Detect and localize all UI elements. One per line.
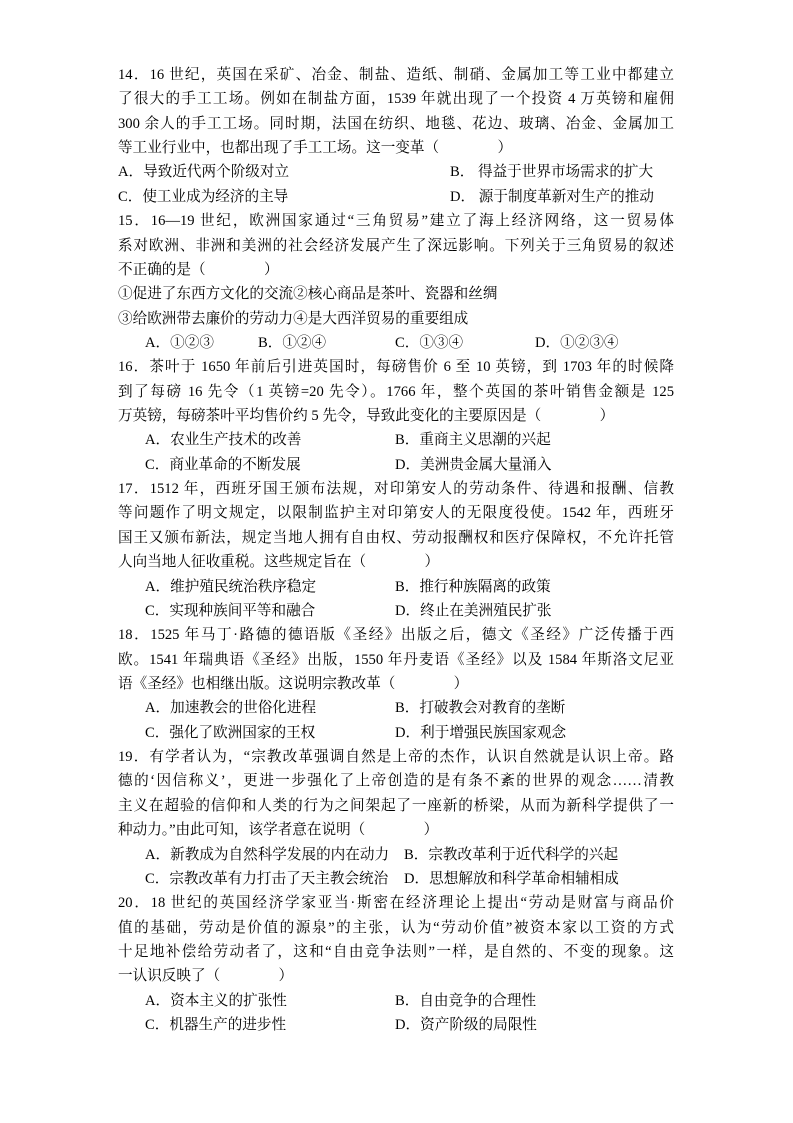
- question-19: [118, 745, 674, 891]
- option-row: [118, 1013, 674, 1037]
- option-row: [118, 428, 674, 452]
- question-stem-line: 语《圣经》也相继出版。这说明宗教改革（ ）: [118, 675, 469, 692]
- option-row: [118, 721, 674, 745]
- option-row: [118, 160, 674, 184]
- option-row: [118, 867, 674, 891]
- option-b: B．①②④: [258, 334, 327, 351]
- option-c: C．机器生产的进步性: [145, 1017, 287, 1034]
- option-d: D． 源于制度革新对生产的推动: [450, 188, 654, 205]
- option-row: [118, 696, 674, 720]
- question-stem-line: 欧。1541 年瑞典语《圣经》出版，1550 年丹麦语《圣经》以及 1584 年斯洛文尼亚: [118, 651, 674, 668]
- option-b: B．重商主义思潮的兴起: [395, 432, 551, 449]
- option-a: A．导致近代两个阶级对立: [118, 164, 290, 181]
- option-row: [118, 575, 674, 599]
- statement-line: ①促进了东西方文化的交流②核心商品是茶叶、瓷器和丝绸: [118, 286, 498, 303]
- question-stem-line: 等问题作了明文规定，以限制监护主对印第安人的无限度役使。1542 年，西班牙: [118, 505, 674, 522]
- option-row: [118, 843, 674, 867]
- option-a: A．加速教会的世俗化进程: [145, 700, 317, 717]
- option-d: D．①②③④: [535, 334, 619, 351]
- question-stem-line: 18．1525 年马丁·路德的德语版《圣经》出版之后，德文《圣经》广泛传播于西: [118, 627, 674, 644]
- question-17: [118, 477, 674, 623]
- option-d: D．终止在美洲殖民扩张: [395, 602, 552, 619]
- option-a: A．维护殖民统治秩序稳定: [145, 578, 317, 595]
- question-15: [118, 209, 674, 355]
- question-stem-line: 种动力。”由此可知，该学者意在说明（ ）: [118, 822, 439, 839]
- question-stem-line: 等工业行业中，也都出现了手工工场。这一变革（ ）: [118, 140, 513, 157]
- question-stem-line: 系对欧洲、非洲和美洲的社会经济发展产生了深远影响。下列关于三角贸易的叙述: [118, 237, 674, 254]
- option-d: D．美洲贵金属大量涌入: [395, 456, 552, 473]
- option-a: A．新教成为自然科学发展的内在动力: [145, 846, 390, 863]
- option-c: C．①③④: [395, 334, 464, 351]
- option-b: B．自由竞争的合理性: [395, 992, 537, 1009]
- option-a: A．①②③: [145, 334, 214, 351]
- option-b: B．打破教会对教育的垄断: [395, 700, 566, 717]
- question-16: [118, 355, 674, 477]
- option-c: C．强化了欧洲国家的王权: [145, 724, 316, 741]
- question-stem-line: 国王又颁布新法，规定当地人拥有自由权、劳动报酬权和医疗保障权，不允许托管: [118, 529, 674, 546]
- question-stem-line: 值的基础，劳动是价值的源泉”的主张，认为“劳动价值”被资本家以工资的方式: [118, 919, 674, 936]
- option-d: D．资产阶级的局限性: [395, 1017, 537, 1034]
- question-14: [118, 63, 674, 209]
- option-b: B． 得益于世界市场需求的扩大: [450, 164, 654, 181]
- question-18: [118, 623, 674, 745]
- question-stem-line: 15．16—19 世纪，欧洲国家通过“三角贸易”建立了海上经济网络，这一贸易体: [118, 213, 674, 230]
- question-stem-line: 万英镑，每磅茶叶平均售价约 5 先令，导致此变化的主要原因是（ ）: [118, 408, 615, 425]
- statement-line: ③给欧洲带去廉价的劳动力④是大西洋贸易的重要组成: [118, 310, 469, 327]
- option-row: [118, 331, 674, 355]
- option-row: [118, 185, 674, 209]
- question-stem-line: 人向当地人征收重税。这些规定旨在（ ）: [118, 554, 440, 571]
- option-c: C．商业革命的不断发展: [145, 456, 301, 473]
- option-row: [118, 453, 674, 477]
- question-stem-line: 德的‘因信称义’，更进一步强化了上帝创造的是有条不紊的世界的观念……清教: [118, 773, 674, 790]
- exam-page: [118, 63, 674, 1037]
- option-row: [118, 599, 674, 623]
- question-stem-line: 20．18 世纪的英国经济学家亚当·斯密在经济理论上提出“劳动是财富与商品价: [118, 895, 674, 912]
- option-b: B．宗教改革利于近代科学的兴起: [404, 846, 619, 863]
- option-b: B．推行种族隔离的政策: [395, 578, 551, 595]
- option-c: C．宗教改革有力打击了天主教会统治: [145, 870, 389, 887]
- question-stem-line: 十足地补偿给劳动者了，这和“自由竞争法则”一样，是自然的、不变的现象。这: [118, 943, 674, 960]
- question-stem-line: 16．茶叶于 1650 年前后引进英国时，每磅售价 6 至 10 英镑，到 1703 年的时候降: [118, 359, 674, 376]
- option-c: C．使工业成为经济的主导: [118, 188, 289, 205]
- question-stem-line: 17．1512 年，西班牙国王颁布法规，对印第安人的劳动条件、待遇和报酬、信教: [118, 481, 674, 498]
- question-stem-line: 到了每磅 16 先令（1 英镑=20 先令）。1766 年，整个英国的茶叶销售金额是 125: [118, 383, 674, 400]
- question-stem-line: 了很大的手工工场。例如在制盐方面，1539 年就出现了一个投资 4 万英镑和雇佣: [118, 91, 674, 108]
- option-a: A．资本主义的扩张性: [145, 992, 287, 1009]
- question-stem-line: 14．16 世纪，英国在采矿、冶金、制盐、造纸、制硝、金属加工等工业中都建立: [118, 67, 674, 83]
- option-c: C．实现种族间平等和融合: [145, 602, 316, 619]
- question-stem-line: 一认识反映了（ ）: [118, 968, 294, 985]
- question-stem-line: 不正确的是（ ）: [118, 261, 279, 278]
- question-stem-line: 300 余人的手工工场。同时期，法国在纺织、地毯、花边、玻璃、冶金、金属加工: [118, 115, 674, 132]
- option-d: D．思想解放和科学革命相辅相成: [404, 870, 619, 887]
- question-20: [118, 891, 674, 1037]
- question-stem-line: 19．有学者认为，“宗教改革强调自然是上帝的杰作，认识自然就是认识上帝。路: [118, 749, 674, 766]
- option-a: A．农业生产技术的改善: [145, 432, 302, 449]
- question-stem-line: 主义在超验的信仰和人类的行为之间架起了一座新的桥梁，从而为新科学提供了一: [118, 797, 674, 814]
- option-row: [118, 989, 674, 1013]
- option-d: D．利于增强民族国家观念: [395, 724, 567, 741]
